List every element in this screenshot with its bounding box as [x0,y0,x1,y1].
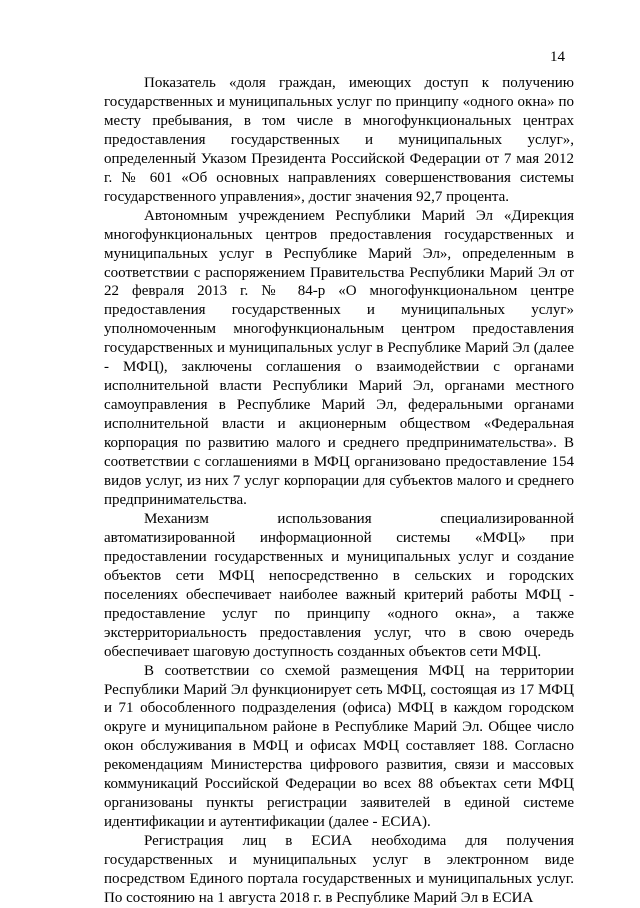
paragraph-mfc-information-system: Механизм использования специализированной автоматизированной информационной системы «МФЦ» при предоставлении государственных и муниципальных услуг и создание объектов сети МФЦ непосредственно в сельских и городских поселениях обеспечивает наиболее важный критерий работы МФЦ - предоставление услуг по принципу «одного окна», а также экстерриториальность предоставления услуг, что в свою очередь обеспечивает шаговую доступность созданных объектов сети МФЦ. [104,510,574,660]
body-text [104,74,574,908]
page-number: 14 [550,49,565,65]
paragraph-mfc-access-indicator: Показатель «доля граждан, имеющих доступ к получению государственных и муниципальных услуг по принципу «одного окна» по месту пребывания, в том числе в многофункциональных центрах предоставления государственных и муниципальных услуг», определенный Указом Президента Российской Федерации от 7 мая 2012 г. № 601 «Об основных направлениях совершенствования системы государственного управления», достиг значения 92,7 процента. [104,75,574,205]
paragraph-mfc-network: В соответствии со схемой размещения МФЦ на территории Республики Марий Эл функционирует сеть МФЦ, состоящая из 17 МФЦ и 71 обособленного подразделения (офиса) МФЦ в каждом городском округе и муниципальном районе в Республике Марий Эл. Общее число окон обслуживания в МФЦ и офисах МФЦ составляет 188. Согласно рекомендациям Министерства цифрового развития, связи и массовых коммуникаций Российской Федерации во всех 88 объектах сети МФЦ организованы пункты регистрации заявителей в единой системе идентификации и аутентификации (далее - ЕСИА). [104,662,574,831]
paragraph-mfc-directorate-agreements: Автономным учреждением Республики Марий Эл «Дирекция многофункциональных центров предоставления государственных и муниципальных услуг в Республике Марий Эл», определенным в соответствии с распоряжением Правительства Республики Марий Эл от 22 февраля 2013 г. № 84-р «О многофункциональном центре предоставления государственных и муниципальных услуг» уполномоченным многофункциональным центром предоставления государственных и муниципальных услуг в Республике Марий Эл (далее - МФЦ), заключены соглашения о взаимодействии с органами исполнительной власти Республики Марий Эл, органами местного самоуправления в Республике Марий Эл, федеральными органами исполнительной власти и акционерным обществом «Федеральная корпорация по развитию малого и среднего предпринимательства». В соответствии с соглашениями в МФЦ организовано предоставление 154 видов услуг, из них 7 услуг корпорации для субъектов малого и среднего предпринимательства. [104,207,574,508]
paragraph-esia-registration: Регистрация лиц в ЕСИА необходима для получения государственных и муниципальных услуг в электронном виде посредством Единого портала государственных и муниципальных услуг. По состоянию на 1 августа 2018 г. в Республике Марий Эл в ЕСИА [104,833,574,906]
